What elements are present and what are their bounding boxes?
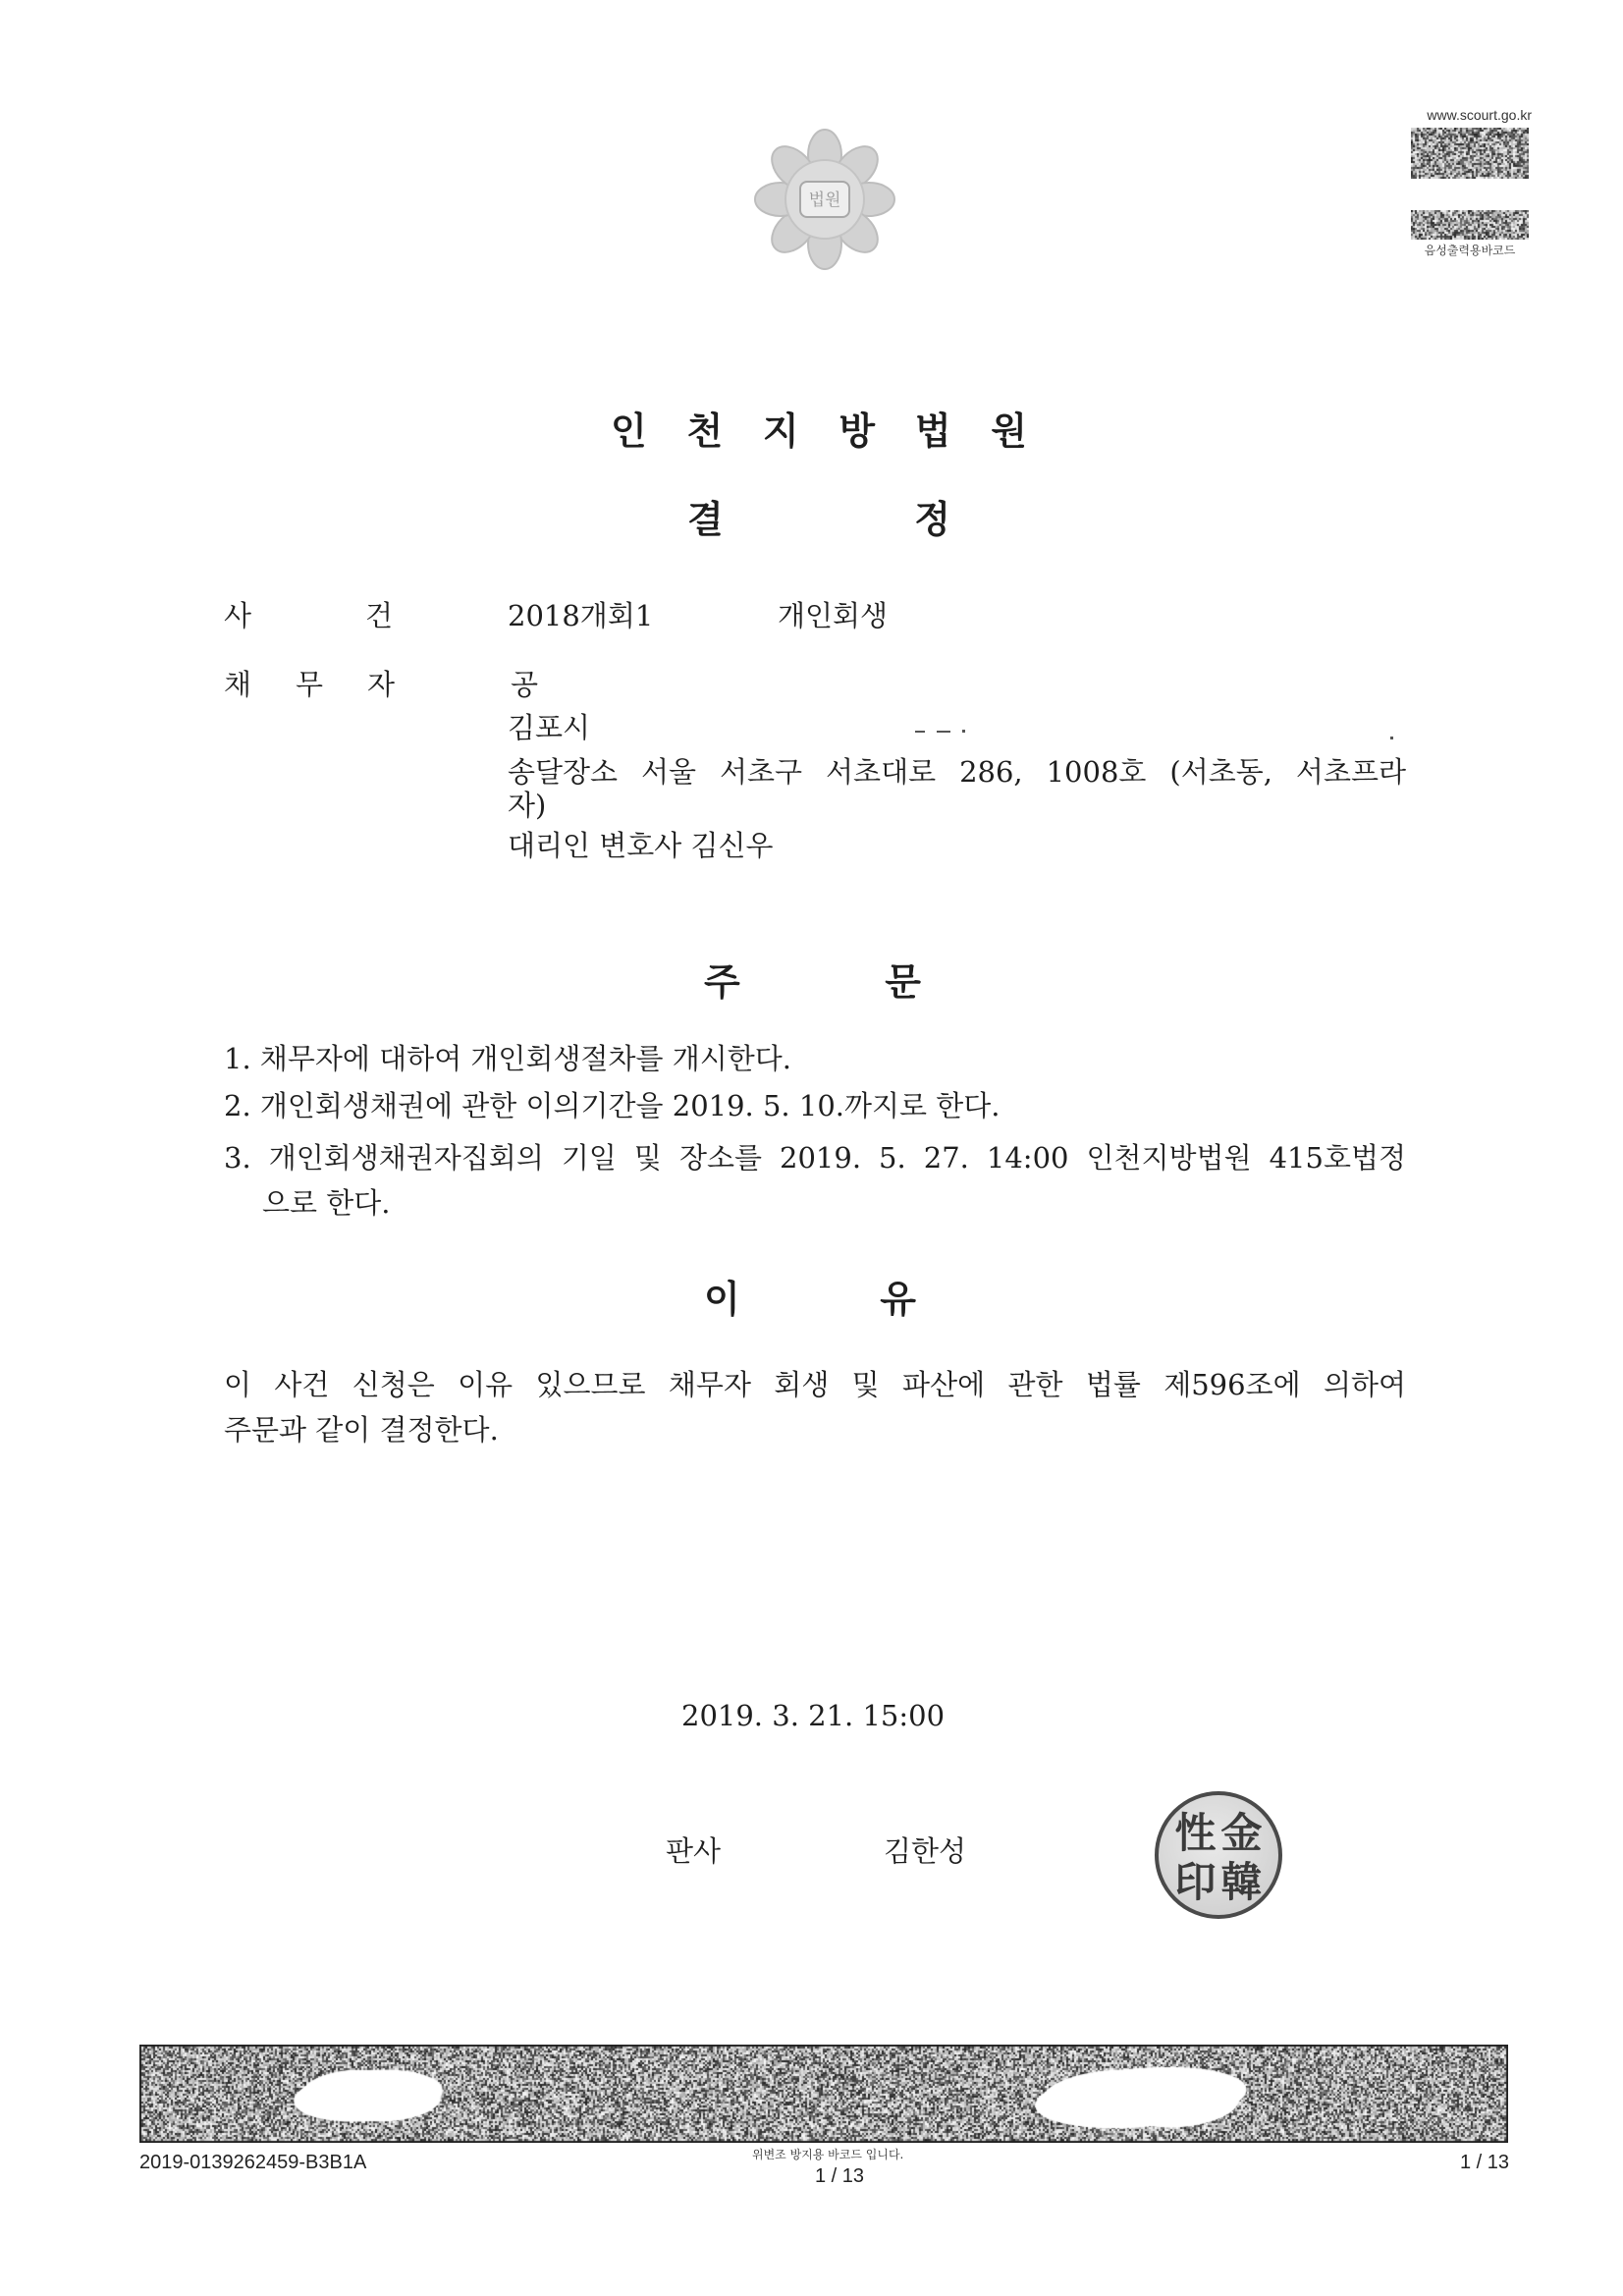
seal-char: 性: [1174, 1809, 1217, 1857]
court-emblem: [751, 126, 898, 273]
scan-artifact: [962, 730, 965, 733]
order-heading: 주 문: [704, 960, 921, 1004]
scan-artifact: [1390, 737, 1393, 739]
seal-char: 金: [1220, 1809, 1263, 1857]
decision-date: 2019. 3. 21. 15:00: [681, 1699, 946, 1732]
case-type: 개인회생: [778, 599, 889, 632]
order-item-3-continued: 으로 한다.: [262, 1186, 391, 1220]
barcode-note: 위변조 방지용 바코드 입니다.: [752, 2148, 904, 2161]
document-id: 2019-0139262459-B3B1A: [139, 2152, 367, 2173]
seal-char: 韓: [1220, 1858, 1263, 1906]
emblem-text: 법원: [808, 191, 841, 210]
judge-name: 김한성: [884, 1834, 967, 1868]
page-number-center: 1 / 13: [815, 2165, 865, 2187]
debtor-agent: 대리인 변호사 김신우: [508, 829, 774, 862]
seal-char: 印: [1174, 1858, 1217, 1906]
anti-forgery-barcode: [139, 2045, 1508, 2143]
service-address: 송달장소 서울 서초구 서초대로 286, 1008호 (서초동, 서초프라: [508, 755, 1406, 789]
judge-seal: [1155, 1791, 1282, 1919]
order-item-3: 3. 개인회생채권자집회의 기일 및 장소를 2019. 5. 27. 14:00 인천지방법원 415호법정: [224, 1141, 1406, 1175]
debtor-address: 김포시: [508, 711, 591, 744]
case-number: 2018개회1: [508, 599, 654, 632]
order-item-2: 2. 개인회생채권에 관한 이의기간을 2019. 5. 10.까지로 한다.: [224, 1089, 1001, 1122]
verification-barcode: [1411, 128, 1529, 179]
audio-barcode-label: 음성출력용바코드: [1424, 244, 1516, 257]
document-title: 결 정: [687, 498, 950, 541]
order-item-1: 1. 채무자에 대하여 개인회생절차를 개시한다.: [224, 1042, 792, 1075]
debtor-label: 채 무 자: [224, 668, 395, 701]
debtor-name: 공: [511, 668, 539, 701]
scan-artifact: [937, 731, 950, 733]
reason-line-2: 주문과 같이 결정한다.: [224, 1413, 499, 1447]
service-address-continued: 자): [508, 789, 547, 822]
court-name: 인 천 지 방 법 원: [611, 410, 1027, 453]
page-number-right: 1 / 13: [1459, 2152, 1509, 2173]
site-url: www.scourt.go.kr: [1427, 107, 1532, 123]
judge-title: 판사: [666, 1834, 722, 1868]
reason-heading: 이 유: [704, 1278, 916, 1321]
reason-line-1: 이 사건 신청은 이유 있으므로 채무자 회생 및 파산에 관한 법률 제596조에 의하여: [224, 1368, 1406, 1401]
case-label: 사 건: [224, 599, 393, 632]
scan-artifact: [915, 731, 925, 733]
audio-output-barcode: [1411, 210, 1529, 240]
